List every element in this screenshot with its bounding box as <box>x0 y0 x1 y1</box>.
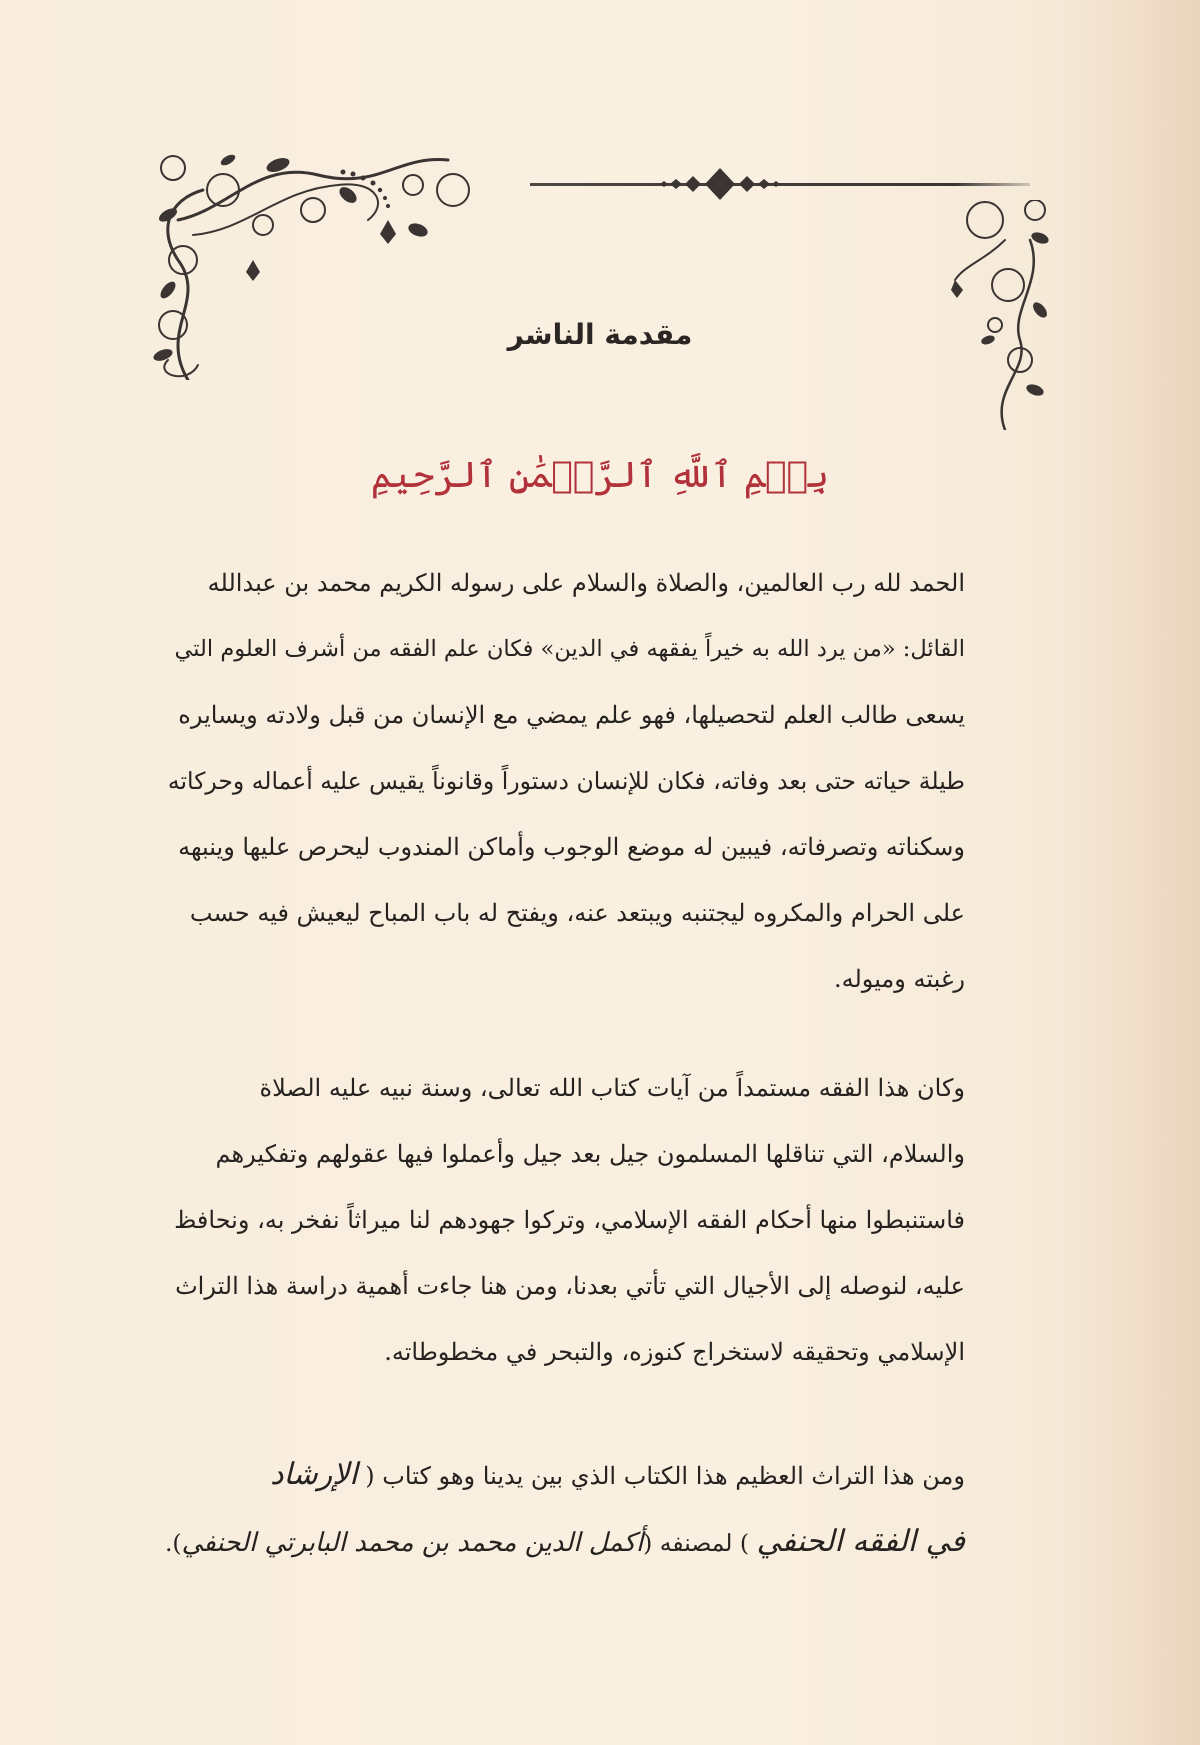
basmala-calligraphy: بِسۡمِ ٱللَّهِ ٱلرَّحۡمَٰنِ ٱلرَّحِيمِ <box>370 455 830 496</box>
page-title: مقدمة الناشر <box>507 318 693 351</box>
text-line: عليه، لنوصله إلى الأجيال التي تأتي بعدنا، ومن هنا جاءت أهمية دراسة هذا التراث <box>175 1272 965 1300</box>
floral-side-ornament-right <box>950 200 1060 430</box>
text-line: وكان هذا الفقه مستمداً من آيات كتاب الله تعالى، وسنة نبيه عليه الصلاة <box>259 1074 965 1102</box>
text-line: طيلة حياته حتى بعد وفاته، فكان للإنسان دستوراً وقانوناً يقيس عليه أعماله وحركاته <box>167 767 965 795</box>
text-line: القائل: «من يرد الله به خيراً يفقهه في الدين» فكان علم الفقه من أشرف العلوم التي <box>174 636 965 662</box>
text-line: وسكناته وتصرفاته، فيبين له موضع الوجوب وأماكن المندوب ليحرص عليها وينبهه <box>178 833 965 861</box>
text-line: الإسلامي وتحقيقه لاستخراج كنوزه، والتبحر في مخطوطاته. <box>384 1338 965 1366</box>
text-line: فاستنبطوا منها أحكام الفقه الإسلامي، وتركوا جهودهم لنا ميراثاً نفخر به، ونحافظ <box>174 1206 965 1234</box>
text-segment: ومن هذا التراث العظيم هذا الكتاب الذي بين يدينا وهو كتاب ( <box>365 1462 965 1490</box>
book-title-continued: في الفقه الحنفي <box>756 1524 965 1559</box>
text-line: يسعى طالب العلم لتحصيلها، فهو علم يمضي مع الإنسان من قبل ولادته ويسايره <box>178 701 965 729</box>
text-segment: ). <box>164 1529 182 1557</box>
text-segment: ) لمصنفه ( <box>643 1529 750 1557</box>
paragraph-2 <box>165 1055 965 1385</box>
book-title: الإرشاد <box>270 1457 358 1492</box>
text-line <box>165 1442 965 1509</box>
text-line: الحمد لله رب العالمين، والصلاة والسلام على رسوله الكريم محمد بن عبدالله <box>207 569 965 597</box>
text-line <box>165 1509 965 1576</box>
paragraph-1 <box>165 550 965 1012</box>
paragraph-3 <box>165 1442 965 1576</box>
text-line: على الحرام والمكروه ليجتنبه ويبتعد عنه، ويفتح له باب المباح ليعيش فيه حسب <box>189 899 965 927</box>
text-line: رغبته وميوله. <box>833 965 965 993</box>
author-name: أكمل الدين محمد بن محمد البابرتي الحنفي <box>181 1528 644 1558</box>
text-line: والسلام، التي تناقلها المسلمون جيل بعد جيل وأعملوا فيها عقولهم وتفكيرهم <box>215 1140 965 1168</box>
